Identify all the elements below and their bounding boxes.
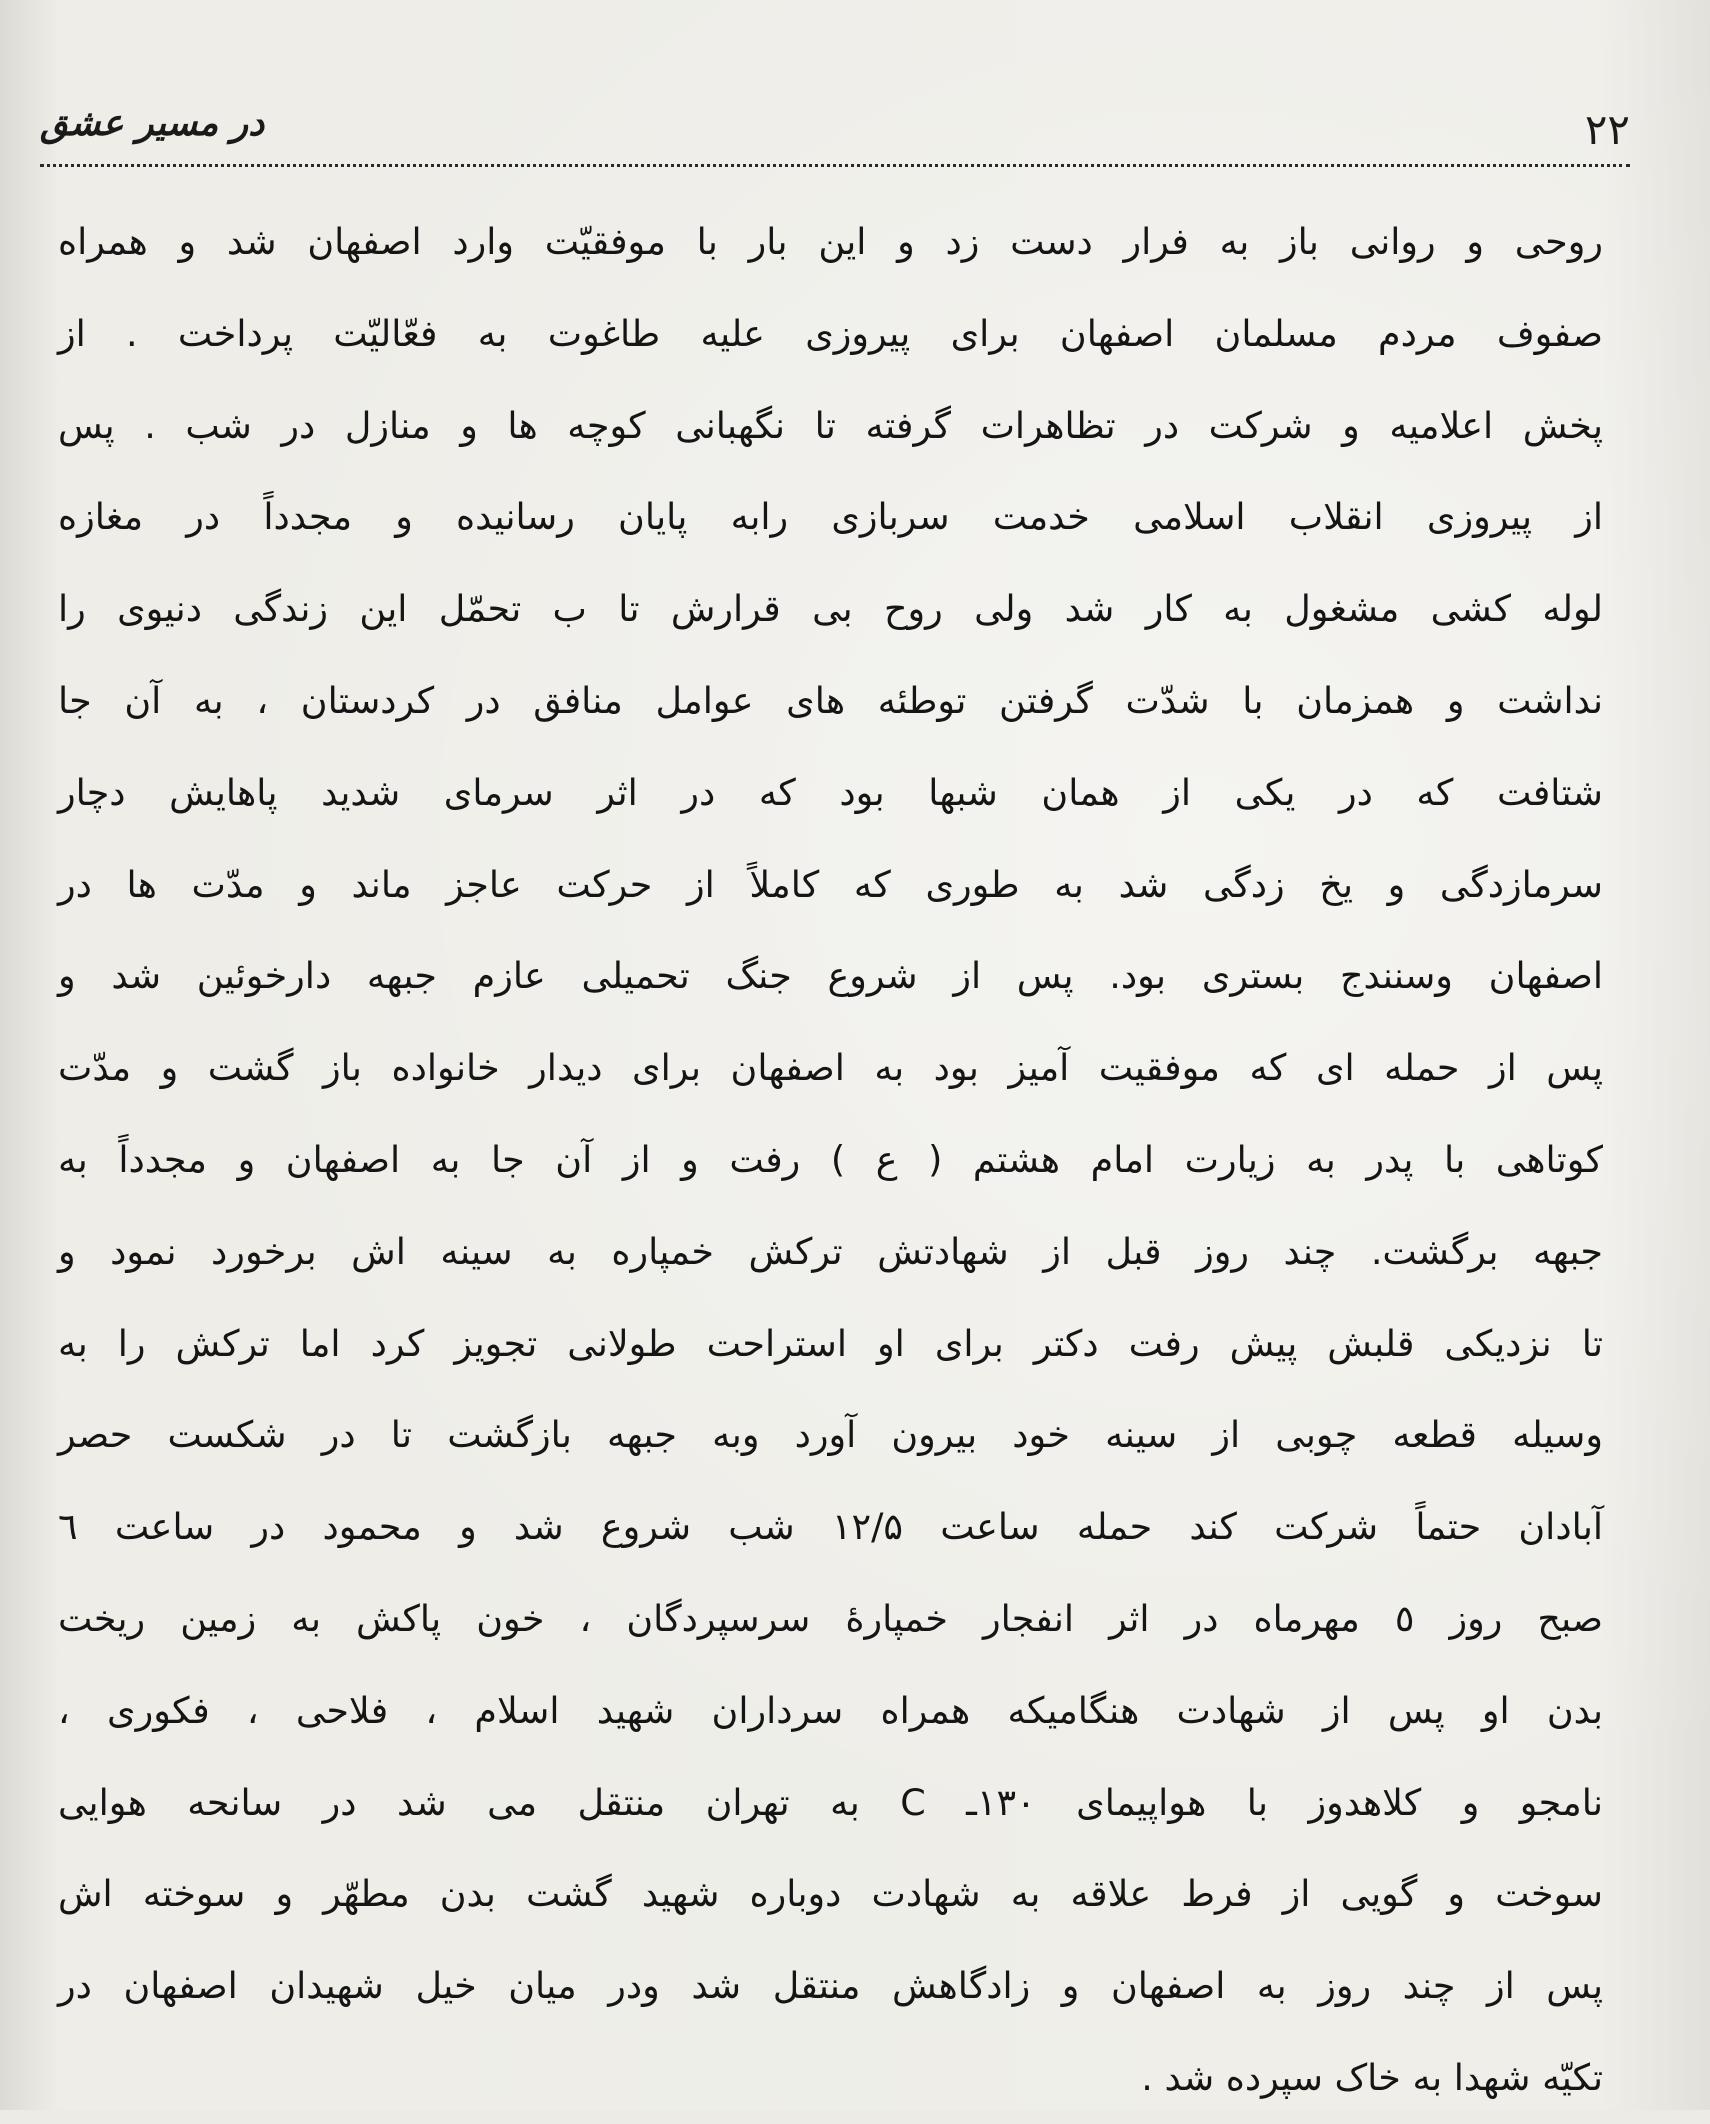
text-line: بدن او پس از شهادت هنگامیکه همراه سرداران شهید اسلام ، فلاحی ، فکوری ، <box>58 1688 1603 1732</box>
page-header <box>40 95 1630 170</box>
text-line: تا نزدیکی قلبش پیش رفت دکتر برای او استراحت طولانی تجویز کرد اما ترکش را به <box>58 1321 1603 1365</box>
text-line: شتافت که در یکی از همان شبها بود که در اثر سرمای شدید پاهایش دچار <box>58 770 1603 814</box>
text-line: صفوف مردم مسلمان اصفهان برای پیروزی علیه طاغوت به فعّالیّت پرداخت . از <box>58 311 1603 355</box>
text-line: روحی و روانی باز به فرار دست زد و این بار با موفقیّت وارد اصفهان شد و همراه <box>58 220 1603 263</box>
text-line: پس از چند روز به اصفهان و زادگاهش منتقل شد ودر میان خیل شهیدان اصفهان در <box>58 1964 1603 2008</box>
text-line: وسیله قطعه چوبی از سینه خود بیرون آورد وبه جبهه بازگشت تا در شکست حصر <box>58 1413 1603 1457</box>
text-line: اصفهان وسنندج بستری بود. پس از شروع جنگ تحمیلی عازم جبهه دارخوئین شد و <box>58 954 1603 998</box>
text-line: سرمازدگی و یخ زدگی شد به طوری که کاملاً از حرکت عاجز ماند و مدّت ها در <box>58 862 1603 906</box>
text-line: لوله کشی مشغول به کار شد ولی روح بی قرارش تا ب تحمّل این زندگی دنیوی را <box>58 587 1603 631</box>
page-number: ۲۲ <box>1584 105 1630 154</box>
text-line: سوخت و گویی از فرط علاقه به شهادت دوباره شهید گشت بدن مطهّر و سوخته اش <box>58 1872 1603 1916</box>
text-line-last: تکیّه شهدا به خاک سپرده شد . <box>1141 2055 1603 2099</box>
running-title: در مسیر عشق <box>40 103 265 144</box>
text-line: پخش اعلامیه و شرکت در تظاهرات گرفته تا نگهبانی کوچه ها و منازل در شب . پس <box>58 403 1603 447</box>
text-line: جبهه برگشت. چند روز قبل از شهادتش ترکش خمپاره به سینه اش برخورد نمود و <box>58 1229 1603 1273</box>
text-line: از پیروزی انقلاب اسلامی خدمت سربازی رابه پایان رسانیده و مجدداً در مغازه <box>58 495 1603 539</box>
text-line: صبح روز ٥ مهرماه در اثر انفجار خمپارهٔ سرسپردگان ، خون پاکش به زمین ریخت <box>58 1596 1603 1640</box>
text-line: آبادان حتماً شرکت کند حمله ساعت ۱۲/۵ شب شروع شد و محمود در ساعت ٦ <box>58 1505 1603 1549</box>
text-line: پس از حمله ای که موفقیت آمیز بود به اصفهان برای دیدار خانواده باز گشت و مدّت <box>58 1046 1603 1090</box>
text-line: کوتاهی با پدر به زیارت امام هشتم ( ع ) رفت و از آن جا به اصفهان و مجدداً به <box>58 1137 1603 1181</box>
header-divider <box>40 164 1630 167</box>
body-text <box>58 196 1603 2124</box>
text-line: نامجو و کلاهدوز با هواپیمای ۱۳۰ـ C به تهران منتقل می شد در سانحه هوایی <box>58 1780 1603 1824</box>
text-line: نداشت و همزمان با شدّت گرفتن توطئه های عوامل منافق در کردستان ، به آن جا <box>58 678 1603 722</box>
